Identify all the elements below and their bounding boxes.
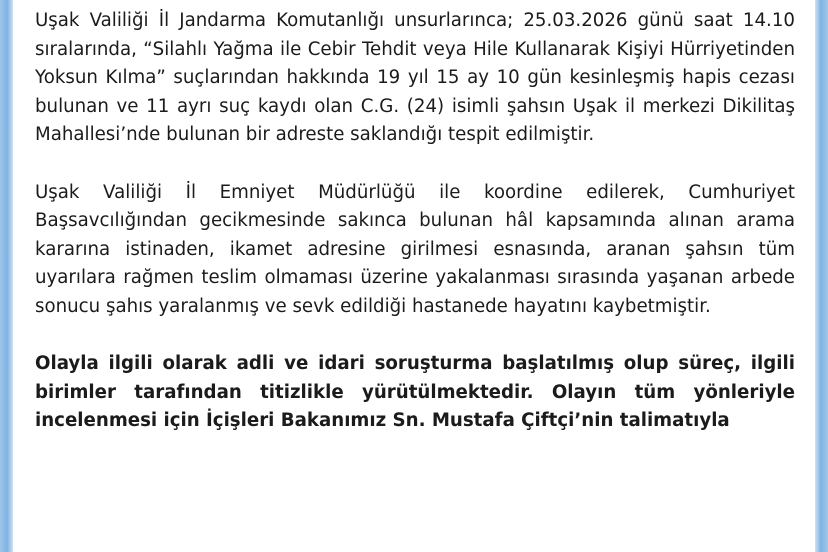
paragraph-jandarma: Uşak Valiliği İl Jandarma Komutanlığı unsurlarınca; 25.03.2026 günü saat 14.10 sıralarında, “Silahlı Yağma ile Cebir Tehdit veya Hile Kullanarak Kişiyi Hürriyetinden Yoksun Kılma” suçlarından hakkında 19 yıl 15 ay 10 gün kesinleşmiş hapis cezası bulunan ve 11 ayrı suç kaydı olan C.G. (24) isimli şahsın Uşak il merkezi Dikilitaş Mahallesi’nde bulunan bir adreste saklandığı tespit edilmiştir.	[35, 10, 795, 145]
document-page	[13, 0, 815, 552]
paragraph-investigation: Olayla ilgili olarak adli ve idari soruşturma başlatılmış olup süreç, ilgili birimler tarafından titizlikle yürütülmektedir. Olayın tüm yönleriyle incelenmesi için İçişleri Bakanımız Sn. Mustafa Çiftçi’nin talimatıyla	[35, 353, 795, 431]
right-border-strip	[815, 0, 828, 552]
left-border-strip	[0, 0, 13, 552]
document-body	[35, 7, 795, 436]
paragraph-emniyet: Uşak Valiliği İl Emniyet Müdürlüğü ile koordine edilerek, Cumhuriyet Başsavcılığından gecikmesinde sakınca bulunan hâl kapsamında alınan arama kararına istinaden, ikamet adresine girilmesi esnasında, aranan şahsın tüm uyarılara rağmen teslim olmaması üzerine yakalanması sırasında yaşanan arbede sonucu şahıs yaralanmış ve sevk edildiği hastanede hayatını kaybetmiştir.	[35, 181, 795, 317]
